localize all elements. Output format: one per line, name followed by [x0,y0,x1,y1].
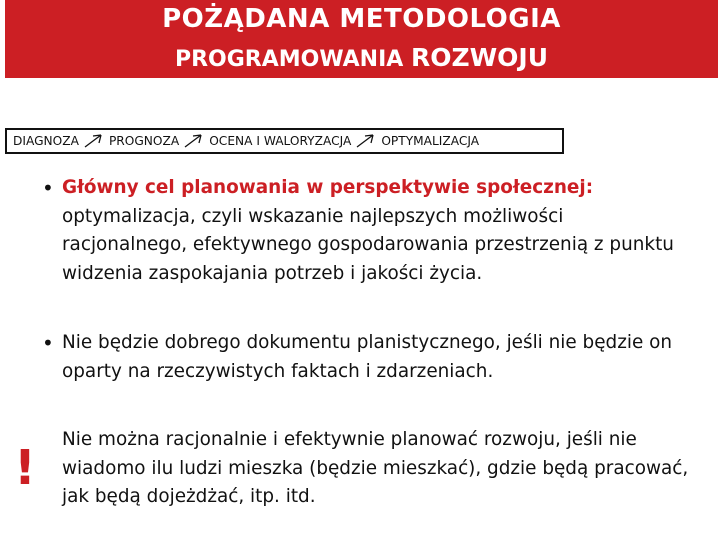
process-step-prognoza: PROGNOZA [108,134,180,148]
bullet-icon: • [42,331,54,355]
title-line-2 [5,43,718,72]
arrow-right-icon [183,133,205,149]
title-line-2-part-2: ROZWOJU [410,43,549,72]
bullet-text-1 [62,174,694,288]
process-step-optymalizacja: OPTYMALIZACJA [381,134,480,148]
process-step-ocena: OCENA I WALORYZACJA [209,134,352,148]
bullet-text-2: Nie będzie dobrego dokumentu planistycznego, jeśli nie będzie on oparty na rzeczywistych faktach i zdarzeniach. [62,332,673,382]
arrow-right-icon [355,133,377,149]
process-step-diagnoza: DIAGNOZA [13,134,79,148]
title-banner [5,0,718,78]
bullet-highlight: Główny cel planowania w perspektywie społecznej: [62,177,594,198]
title-line-1: POŻĄDANA METODOLOGIA [162,4,561,34]
arrow-right-icon [83,133,105,149]
process-flow [5,128,564,154]
exclamation-icon: ! [14,440,36,496]
title-line-2-part-1: PROGRAMOWANIA [174,47,404,72]
warning-text: Nie można racjonalnie i efektywnie planować rozwoju, jeśli nie wiadomo ilu ludzi mieszka (będzie mieszkać), gdzie będą pracować, jak będą dojeżdżać, itp. itd. [62,429,689,507]
bullet-icon: • [42,176,54,200]
bullet-body: optymalizacja, czyli wskazanie najlepszych możliwości racjonalnego, efektywnego gospodarowania przestrzenią z punktu widzenia zaspokajania potrzeb i jakości życia. [62,205,674,284]
